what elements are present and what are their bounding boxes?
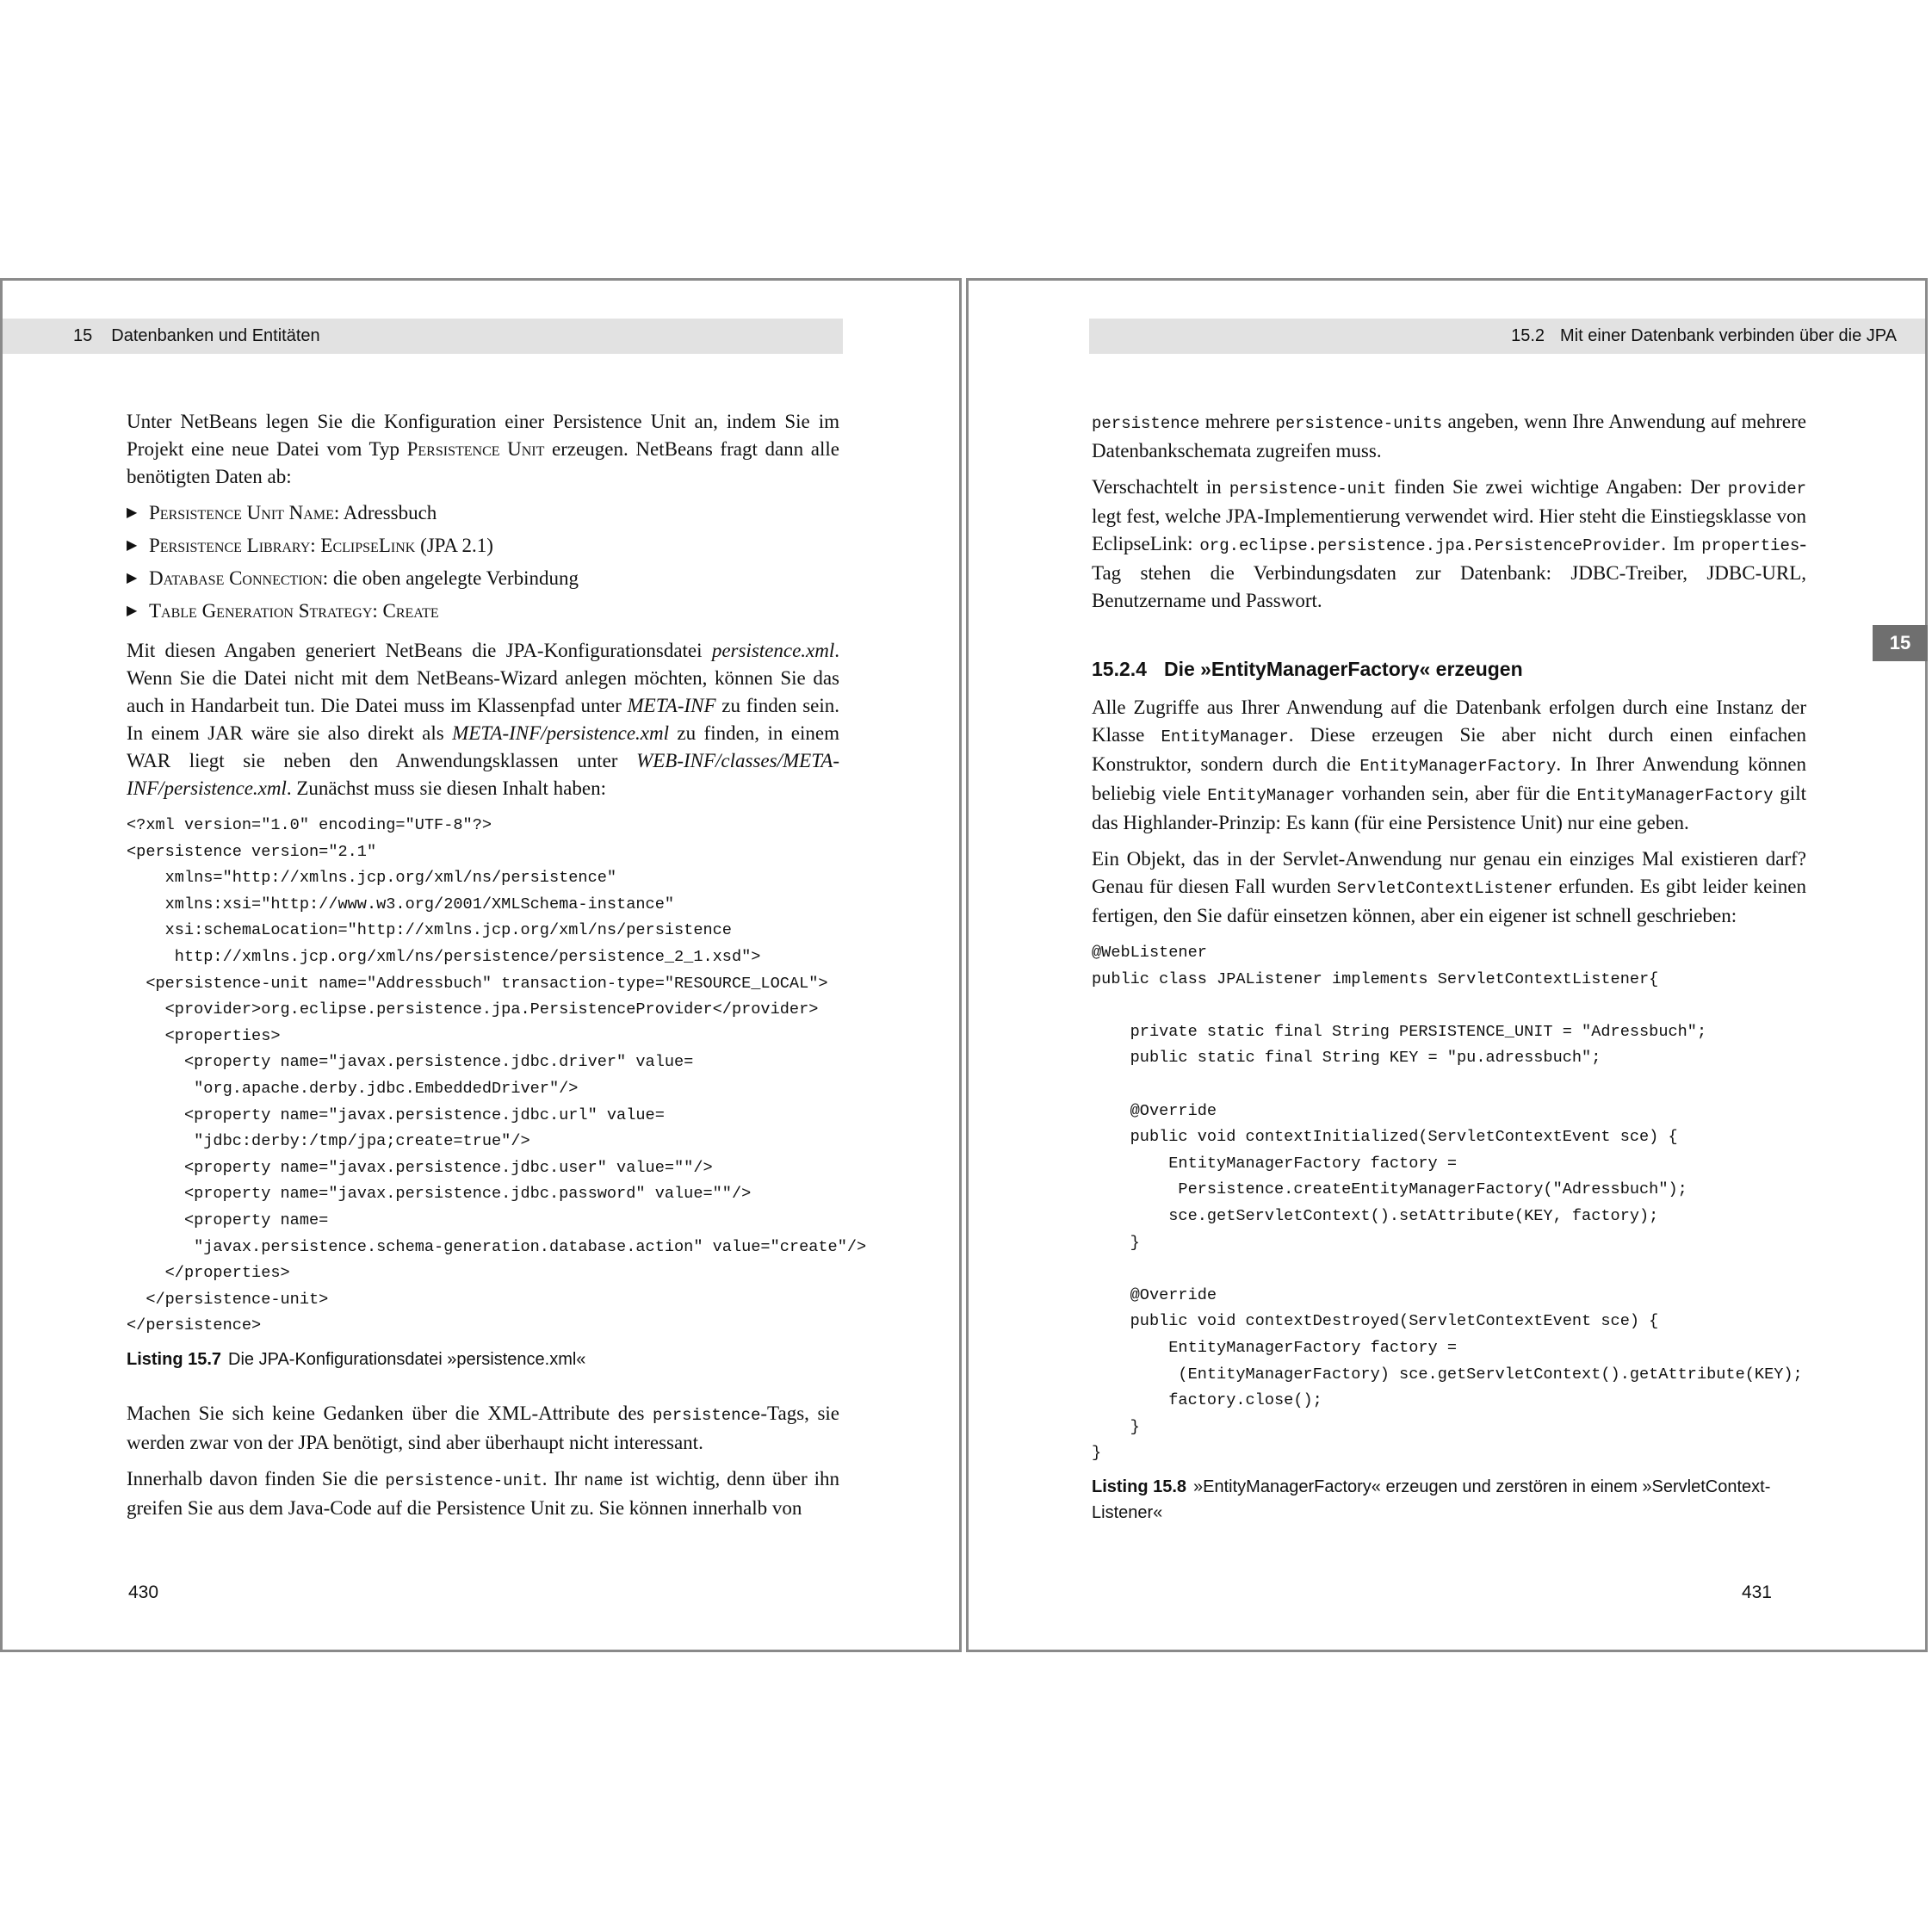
filename-italic: META-INF/persistence.xml — [452, 722, 669, 744]
inline-code: EntityManagerFactory — [1576, 786, 1774, 805]
text-run: zu finden, in einem WAR liegt sie neben den Anwendungsklassen unter — [127, 722, 839, 771]
inline-code: persistence-unit — [1229, 480, 1387, 498]
listing-caption — [127, 1347, 839, 1372]
header-chapter-number: 15 — [73, 326, 93, 345]
caption-text: Die JPA-Konfigurationsdatei »persistence.xml« — [228, 1349, 586, 1369]
triangle-bullet-icon: ▶ — [127, 505, 138, 520]
section-title: Die »EntityManagerFactory« erzeugen — [1163, 658, 1523, 680]
inline-code: persistence — [1092, 414, 1200, 433]
body-paragraph — [1092, 845, 1806, 930]
inline-code: name — [584, 1471, 623, 1490]
code-listing-persistence-xml: <?xml version="1.0" encoding="UTF-8"?> <persistence version="2.1" xmlns="http://xmlns.jcp.org/xml/ns/persistence" xmlns:xsi="http://www.w3.org/2001/XMLSchema-instance" xsi:schemaLocation="http://xmlns.jcp.org/xml/ns/persistence http://xmlns.jcp.org/xml/ns/persistence/persistence_2_1.xsd"> <persistence-unit name="Addressbuch" transaction-type="RESOURCE_LOCAL"> <provider>org.eclipse.persistence.jpa.PersistenceProvider</provider> <properties> <property name="javax.persistence.jdbc.driver" value= "org.apache.derby.jdbc.EmbeddedDriver"/> <property name="javax.persistence.jdbc.url" value= "jdbc:derby:/tmp/jpa;create=true"/> <property name="javax.persistence.jdbc.user" value=""/> <property name="javax.persistence.jdbc.password" value=""/> <property name= "javax.persistence.schema-generation.database.action" value="create"/> </properties> </persistence-unit> </persistence> — [127, 816, 867, 1335]
inline-code: persistence-unit — [385, 1471, 542, 1490]
text-run: gilt das Highlander-Prinzip: Es kann (für eine Persistence Unit) nur eine geben. — [1092, 783, 1806, 833]
code-listing-jpa-listener: @WebListener public class JPAListener implements ServletContextListener{ private static final String PERSISTENCE_UNIT = "Adressbuch"; public static final String KEY = "pu.adressbuch"; @Override public void contextInitialized(ServletContextEvent sce) { EntityManagerFactory factory = Persistence.createEntityManagerFactory("Adressbuch"); sce.getServletContext().setAttribute(KEY, factory); } @Override public void contextDestroyed(ServletContextEvent sce) { EntityManagerFactory factory = (EntityManagerFactory) sce.getServletContext().getAttribute(KEY); factory.close(); } } — [1092, 944, 1803, 1463]
list-item — [127, 499, 839, 527]
bullet-label: Persistence Unit Name — [149, 502, 334, 523]
bullet-value: (JPA 2.1) — [415, 535, 493, 556]
body-paragraph — [1092, 408, 1806, 465]
list-item — [127, 598, 839, 625]
chapter-thumb-tab: 15 — [1873, 625, 1928, 661]
text-run: . In Ihrer Anwendung können beliebig viele — [1092, 753, 1806, 804]
left-page — [0, 278, 962, 1652]
text-run: . Im — [1661, 533, 1702, 554]
inline-code: persistence — [652, 1405, 761, 1425]
text-run: angeben, wenn Ihre Anwendung auf mehrere Datenbankschemata zugreifen muss. — [1092, 411, 1806, 461]
header-section-title: Mit einer Datenbank verbinden über die JPA — [1560, 326, 1897, 345]
body-paragraph — [1092, 694, 1806, 837]
filename-italic: META-INF — [627, 695, 716, 716]
inline-code: properties — [1701, 536, 1800, 555]
text-run: -Tag stehen die Verbindungsdaten zur Datenbank: JDBC-Treiber, JDBC-URL, Benutzername und Passwort. — [1092, 533, 1806, 611]
text-run: Alle Zugriffe aus Ihrer Anwendung auf die Datenbank erfolgen durch eine Instanz der Klasse — [1092, 697, 1806, 746]
bullet-label: Table Generation Strategy — [149, 600, 373, 622]
section-number: 15.2.4 — [1092, 658, 1147, 680]
right-page-content — [1092, 408, 1806, 1553]
left-page-content — [127, 408, 867, 1531]
bullet-label: Database Connection — [149, 567, 323, 589]
page-number: 431 — [1741, 1582, 1772, 1602]
list-item — [127, 532, 839, 560]
caption-text: »EntityManagerFactory« erzeugen und zerstören in einem »ServletContext-Listener« — [1092, 1477, 1771, 1522]
caption-label: Listing 15.7 — [127, 1349, 222, 1369]
triangle-bullet-icon: ▶ — [127, 571, 138, 585]
text-run: Ein Objekt, das in der Servlet-Anwendung nur genau ein einziges Mal existieren darf? Genau für diesen Fall wurden — [1092, 848, 1806, 897]
filename-italic: persistence.xml — [711, 640, 835, 661]
text-run: . Wenn Sie die Datei nicht mit dem NetBeans-Wizard anlegen möchten, können Sie das auch in Handarbeit tun. Die Datei muss im Klassenpfad unter — [127, 640, 839, 716]
bullet-value-smallcaps: EclipseLink — [320, 535, 416, 556]
text-run: mehrere — [1199, 411, 1276, 432]
inline-code: EntityManager — [1161, 728, 1289, 746]
text-run: Mit diesen Angaben generiert NetBeans die JPA-Konfigurationsdatei — [127, 640, 712, 661]
triangle-bullet-icon: ▶ — [127, 604, 138, 618]
inline-code: EntityManagerFactory — [1359, 757, 1557, 776]
wizard-fields-list — [127, 499, 839, 625]
section-heading — [1092, 656, 1806, 682]
body-paragraph — [127, 1400, 839, 1457]
inline-code: org.eclipse.persistence.jpa.PersistenceProvider — [1199, 536, 1662, 555]
body-paragraph — [127, 1465, 839, 1522]
text-run: erzeugen. NetBeans fragt dann alle benötigten Daten ab: — [127, 438, 839, 487]
listing-caption — [1092, 1474, 1806, 1526]
text-run: erfunden. Es gibt leider keinen fertigen, den Sie dafür einsetzen können, aber ein eigener ist schnell geschrieben: — [1092, 876, 1806, 926]
header-section-number: 15.2 — [1511, 326, 1545, 345]
bullet-value-smallcaps: Create — [382, 600, 439, 622]
running-header — [3, 319, 843, 354]
body-paragraph — [127, 637, 839, 802]
text-run: Machen Sie sich keine Gedanken über die XML-Attribute des — [127, 1402, 653, 1424]
text-run: . Zunächst muss sie diesen Inhalt haben: — [286, 777, 606, 799]
inline-code: persistence-units — [1275, 414, 1443, 433]
list-item — [127, 565, 839, 592]
page-number: 430 — [128, 1582, 159, 1602]
text-run: -Tags, sie werden zwar von der JPA benötigt, sind aber überhaupt nicht interessant. — [127, 1402, 840, 1453]
text-run: . Diese erzeugen Sie aber nicht durch einen einfachen Konstruktor, sondern durch die — [1092, 724, 1807, 775]
running-header — [1089, 319, 1928, 354]
text-run: legt fest, welche JPA-Implementierung verwendet wird. Hier steht die Einstiegsklasse von EclipseLink: — [1092, 505, 1806, 554]
bullet-separator: : — [310, 535, 321, 556]
triangle-bullet-icon: ▶ — [127, 538, 138, 553]
text-run: . Ihr — [542, 1467, 585, 1489]
right-page — [966, 278, 1928, 1652]
text-run: Innerhalb davon finden Sie die — [127, 1467, 386, 1489]
bullet-value: : die oben angelegte Verbindung — [322, 567, 579, 589]
header-chapter-title: Datenbanken und Entitäten — [111, 326, 320, 345]
text-run-smallcaps: Persistence Unit — [406, 438, 545, 460]
text-run: finden Sie zwei wichtige Angaben: Der — [1386, 476, 1728, 498]
intro-paragraph — [127, 408, 839, 491]
inline-code: EntityManager — [1207, 786, 1335, 805]
bullet-label: Persistence Library — [149, 535, 311, 556]
inline-code: ServletContextListener — [1336, 879, 1553, 898]
text-run: Verschachtelt in — [1092, 476, 1229, 498]
bullet-separator: : — [372, 600, 383, 622]
caption-label: Listing 15.8 — [1092, 1477, 1187, 1496]
text-run: ist wichtig, denn über ihn greifen Sie aus dem Java-Code auf die Persistence Unit zu. Sie können innerhalb von — [127, 1467, 839, 1519]
text-run: zu finden sein. In einem JAR wäre sie also direkt als — [127, 695, 840, 744]
filename-italic: WEB-INF/classes/META-INF/persistence.xml — [127, 750, 839, 799]
bullet-value: : Adressbuch — [333, 502, 437, 523]
text-run: vorhanden sein, aber für die — [1334, 783, 1577, 804]
inline-code: provider — [1727, 480, 1806, 498]
text-run: Unter NetBeans legen Sie die Konfiguration einer Persistence Unit an, indem Sie im Projekt eine neue Datei vom Typ — [127, 411, 839, 460]
body-paragraph — [1092, 474, 1806, 615]
